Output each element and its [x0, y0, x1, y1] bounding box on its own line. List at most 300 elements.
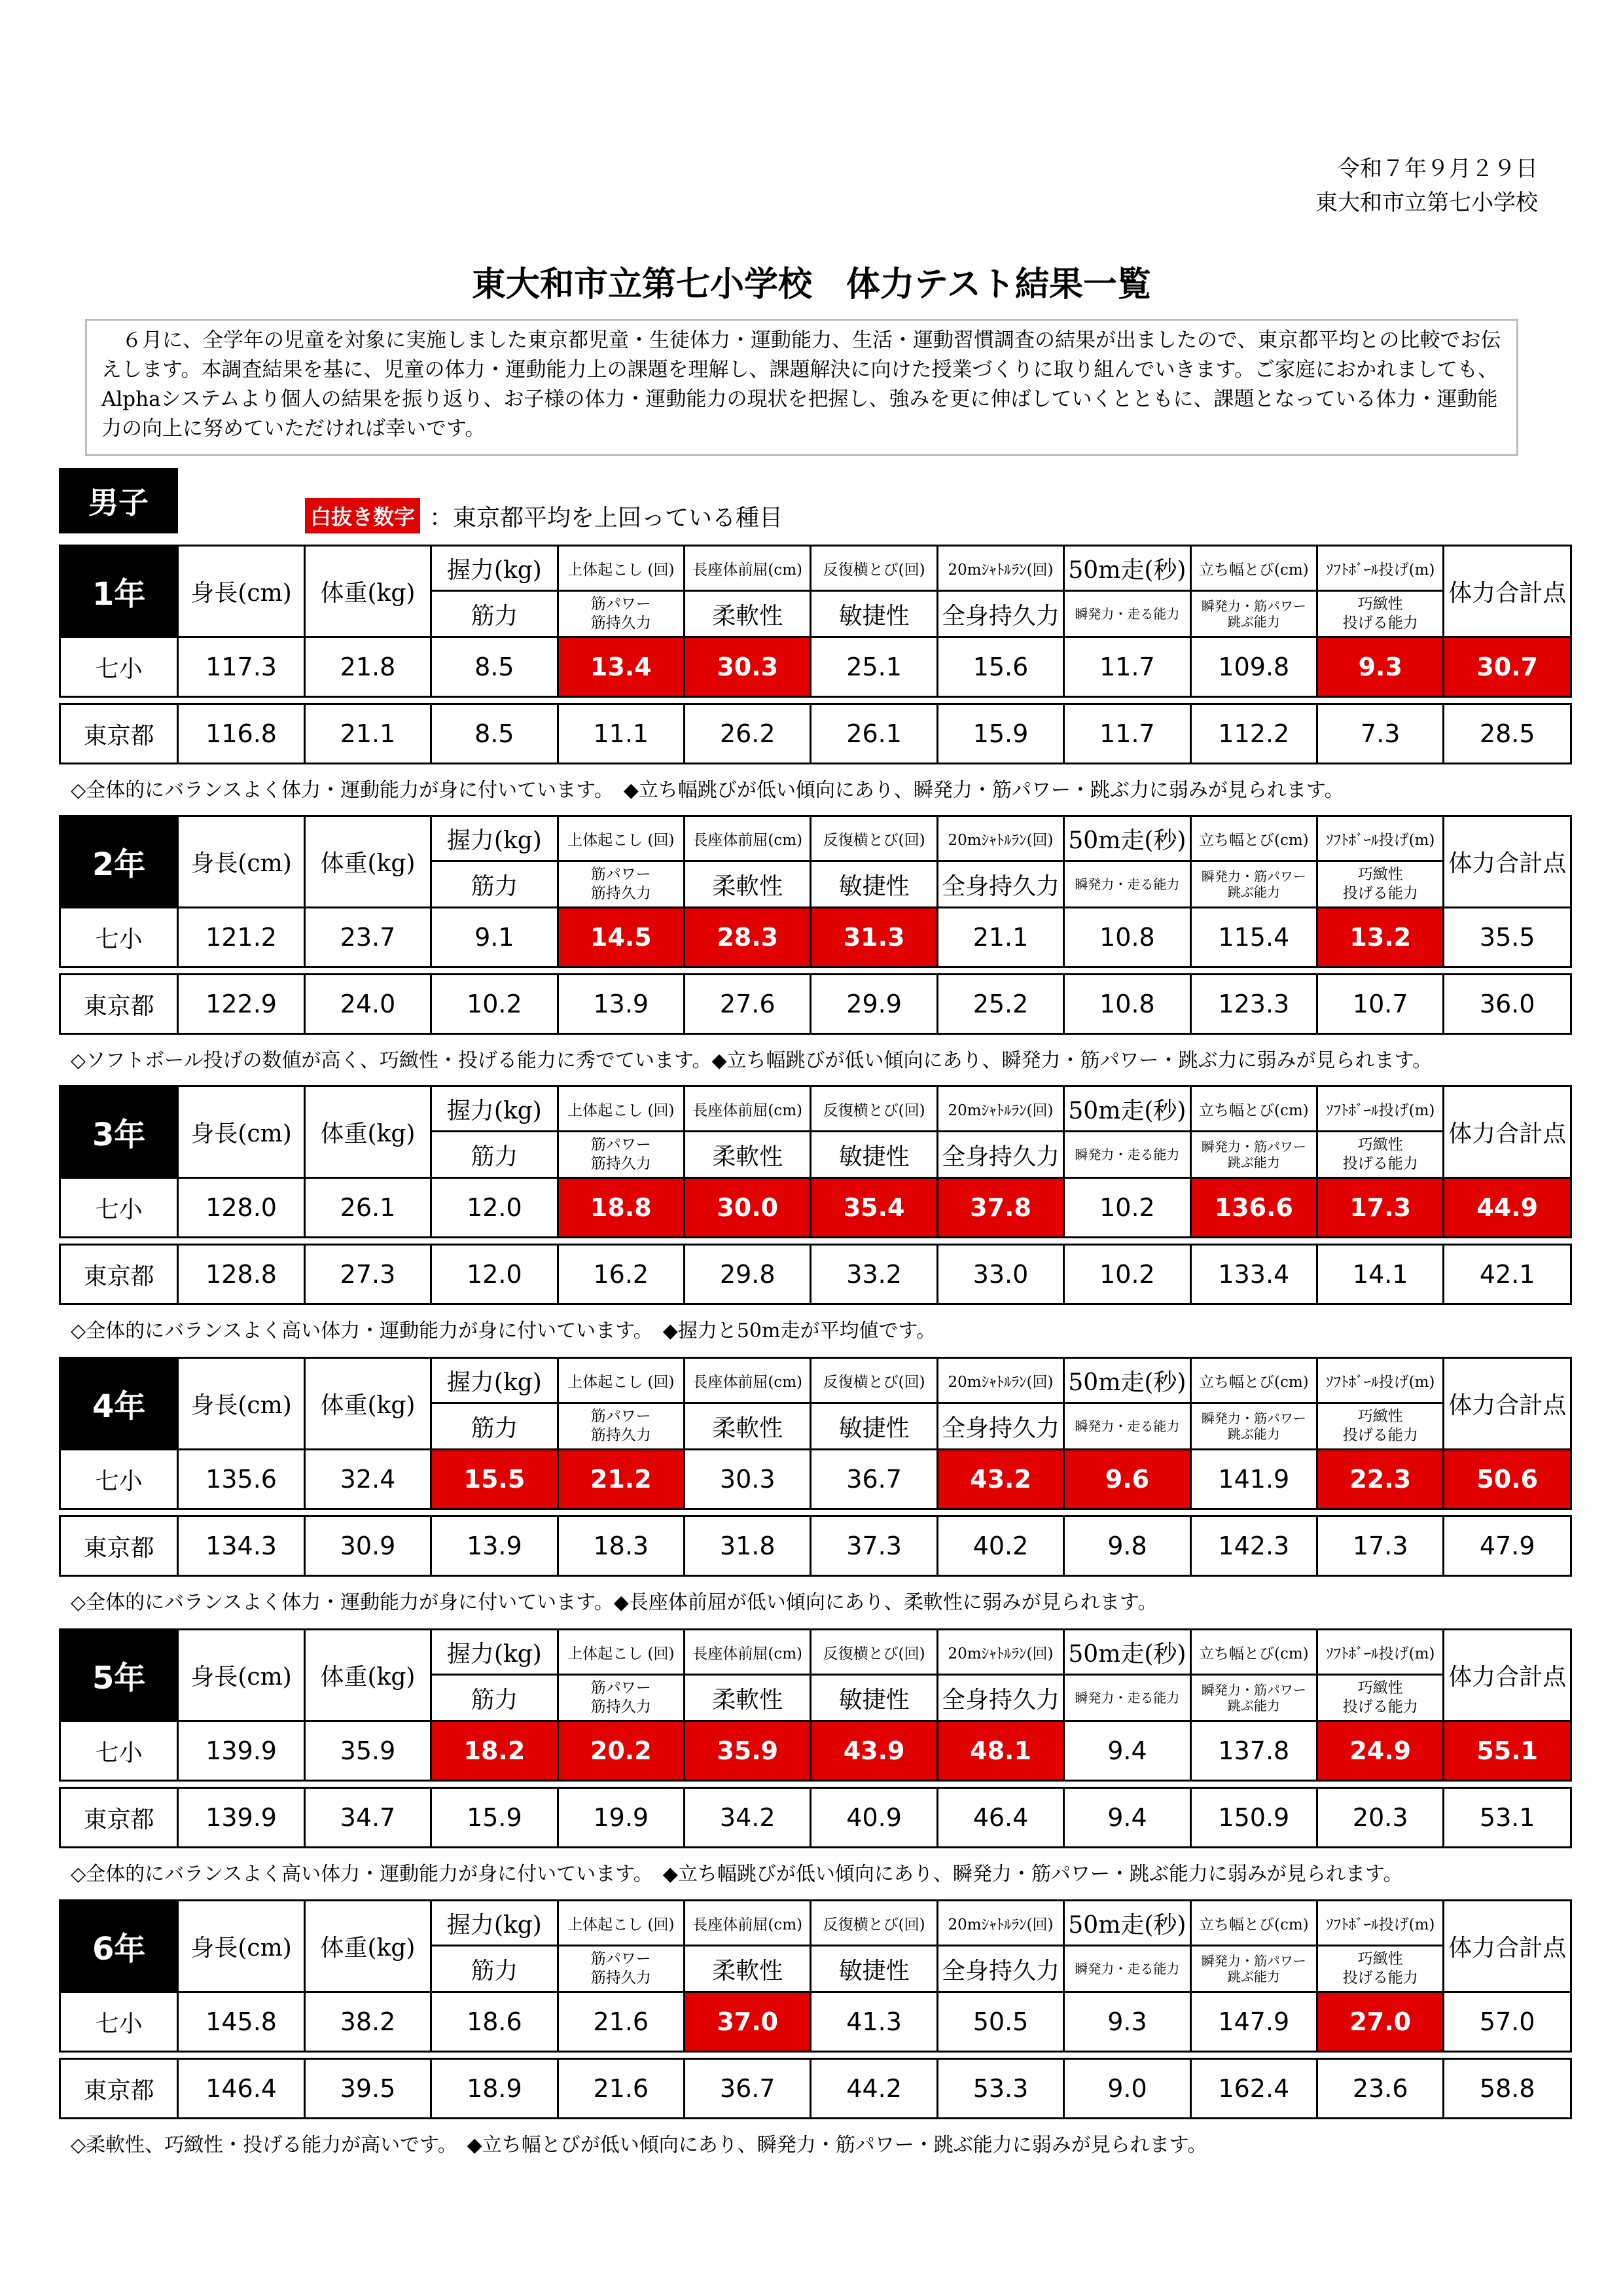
col-jump-ability	[1190, 1403, 1317, 1450]
col-shuttle-ability: 全身持久力	[937, 1946, 1063, 1992]
col-jump-ability	[1190, 1132, 1317, 1178]
tokyo-value: 8.5	[431, 704, 558, 764]
ability-line: 跳ぶ能力	[1227, 1426, 1280, 1442]
col-run-ability: 瞬発力・走る能力	[1064, 861, 1190, 908]
tokyo-value: 34.7	[304, 1788, 431, 1848]
tokyo-value: 40.9	[811, 1788, 937, 1848]
tokyo-value: 27.6	[685, 975, 811, 1034]
school-value: 37.0	[685, 1992, 811, 2052]
ability-line: 巧緻性	[1357, 1408, 1403, 1425]
grade-comment: ◇全体的にバランスよく高い体力・運動能力が身に付いています。 ◆握力と50m走が平均値です。	[71, 1319, 936, 1342]
col-grip-ability: 筋力	[431, 591, 558, 637]
col-total: 体力合計点	[1444, 816, 1571, 908]
col-run: 50m走(秒)	[1064, 1630, 1190, 1675]
grade-block-5	[59, 1628, 1572, 1886]
grade-table	[59, 1899, 1572, 2119]
grade-block-3	[59, 1085, 1572, 1343]
tokyo-value: 26.1	[811, 704, 937, 764]
school-value: 13.4	[558, 637, 684, 697]
school-value: 21.6	[558, 1992, 684, 2052]
col-run-ability: 瞬発力・走る能力	[1064, 1675, 1190, 1721]
col-situp: 上体起こし (回)	[558, 1358, 684, 1403]
tokyo-value: 15.9	[431, 1788, 558, 1848]
tokyo-value: 10.7	[1317, 975, 1444, 1034]
school-value: 139.9	[178, 1721, 304, 1781]
tokyo-value: 28.5	[1444, 704, 1571, 764]
tokyo-value: 40.2	[937, 1516, 1063, 1576]
col-sitreach: 長座体前屈(cm)	[685, 1630, 811, 1675]
col-jump: 立ち幅とび(cm)	[1190, 1901, 1317, 1946]
tokyo-value: 9.8	[1064, 1516, 1190, 1576]
school-value: 41.3	[811, 1992, 937, 2052]
col-grip: 握力(kg)	[431, 1358, 558, 1403]
school-value: 26.1	[304, 1178, 431, 1238]
school-row	[60, 637, 1571, 697]
tokyo-value: 36.0	[1444, 975, 1571, 1034]
tokyo-row	[60, 1788, 1571, 1848]
tokyo-value: 33.0	[937, 1245, 1063, 1304]
ability-line: 筋パワー	[590, 1679, 651, 1696]
school-value: 22.3	[1317, 1450, 1444, 1509]
col-situp-ability	[558, 1675, 684, 1721]
ability-line: 投げる能力	[1342, 615, 1418, 632]
school-value: 30.3	[685, 1450, 811, 1509]
school-value: 18.6	[431, 1992, 558, 2052]
tokyo-value: 42.1	[1444, 1245, 1571, 1304]
tokyo-value: 36.7	[685, 2059, 811, 2119]
col-total: 体力合計点	[1444, 546, 1571, 637]
school-value: 28.3	[685, 908, 811, 967]
grade-label: 4年	[60, 1358, 178, 1450]
col-sitreach: 長座体前屈(cm)	[685, 1086, 811, 1132]
ability-line: 投げる能力	[1342, 1969, 1418, 1986]
col-sitreach-ability: 柔軟性	[685, 1946, 811, 1992]
col-shuttle: 20mｼｬﾄﾙﾗﾝ(回)	[937, 546, 1063, 591]
tokyo-row	[60, 1516, 1571, 1576]
col-sitreach-ability: 柔軟性	[685, 1132, 811, 1178]
col-jump: 立ち幅とび(cm)	[1190, 816, 1317, 861]
tokyo-value: 142.3	[1190, 1516, 1317, 1576]
col-situp-ability	[558, 1946, 684, 1992]
grade-block-1	[59, 545, 1572, 802]
col-jump-ability	[1190, 1675, 1317, 1721]
ability-line: 瞬発力・筋パワー	[1201, 1682, 1306, 1698]
col-height: 身長(cm)	[178, 1630, 304, 1721]
school-value: 128.0	[178, 1178, 304, 1238]
col-sitreach-ability: 柔軟性	[685, 1675, 811, 1721]
tokyo-value: 7.3	[1317, 704, 1444, 764]
tokyo-value: 13.9	[558, 975, 684, 1034]
col-throw-ability	[1317, 1403, 1444, 1450]
tokyo-value: 9.4	[1064, 1788, 1190, 1848]
tokyo-value: 46.4	[937, 1788, 1063, 1848]
tokyo-value: 31.8	[685, 1516, 811, 1576]
col-run: 50m走(秒)	[1064, 816, 1190, 861]
col-height: 身長(cm)	[178, 546, 304, 637]
col-shuttle: 20mｼｬﾄﾙﾗﾝ(回)	[937, 816, 1063, 861]
ability-line: 筋パワー	[590, 1950, 651, 1967]
school-value: 135.6	[178, 1450, 304, 1509]
tokyo-value: 12.0	[431, 1245, 558, 1304]
tokyo-value: 34.2	[685, 1788, 811, 1848]
col-sitreach: 長座体前屈(cm)	[685, 1358, 811, 1403]
col-sidestep-ability: 敏捷性	[811, 1132, 937, 1178]
col-situp: 上体起こし (回)	[558, 1901, 684, 1946]
tokyo-value: 19.9	[558, 1788, 684, 1848]
school-value: 109.8	[1190, 637, 1317, 697]
tokyo-row	[60, 1245, 1571, 1304]
col-shuttle: 20mｼｬﾄﾙﾗﾝ(回)	[937, 1901, 1063, 1946]
col-weight: 体重(kg)	[304, 1901, 431, 1992]
col-shuttle: 20mｼｬﾄﾙﾗﾝ(回)	[937, 1630, 1063, 1675]
row-label-school: 七小	[60, 1178, 178, 1238]
school-value: 137.8	[1190, 1721, 1317, 1781]
col-situp: 上体起こし (回)	[558, 546, 684, 591]
school-row	[60, 1721, 1571, 1781]
row-gap	[60, 1781, 1571, 1788]
tokyo-row	[60, 704, 1571, 764]
tokyo-value: 30.9	[304, 1516, 431, 1576]
ability-line: 跳ぶ能力	[1227, 614, 1280, 630]
legend	[305, 499, 783, 533]
document-date: 令和７年９月２９日	[1338, 156, 1538, 182]
school-value: 38.2	[304, 1992, 431, 2052]
row-label-school: 七小	[60, 1992, 178, 2052]
ability-line: 筋持久力	[590, 1427, 651, 1444]
tokyo-value: 10.2	[431, 975, 558, 1034]
tokyo-value: 24.0	[304, 975, 431, 1034]
school-value: 44.9	[1444, 1178, 1571, 1238]
tokyo-row	[60, 975, 1571, 1034]
school-value: 50.6	[1444, 1450, 1571, 1509]
tokyo-value: 33.2	[811, 1245, 937, 1304]
col-run-ability: 瞬発力・走る能力	[1064, 1132, 1190, 1178]
col-shuttle-ability: 全身持久力	[937, 861, 1063, 908]
tokyo-value: 15.9	[937, 704, 1063, 764]
school-value: 13.2	[1317, 908, 1444, 967]
ability-line: 筋持久力	[590, 1698, 651, 1715]
ability-line: 瞬発力・筋パワー	[1201, 1139, 1306, 1155]
school-row	[60, 1450, 1571, 1509]
school-value: 17.3	[1317, 1178, 1444, 1238]
grade-comment: ◇全体的にバランスよく体力・運動能力が身に付いています。 ◆立ち幅跳びが低い傾向にあり、瞬発力・筋パワー・跳ぶ力に弱みが見られます。	[71, 779, 1344, 802]
school-value: 23.7	[304, 908, 431, 967]
row-label-school: 七小	[60, 1721, 178, 1781]
grade-block-6	[59, 1899, 1572, 2157]
ability-line: 筋パワー	[590, 1136, 651, 1153]
tokyo-value: 23.6	[1317, 2059, 1444, 2119]
grade-table	[59, 1357, 1572, 1577]
ability-line: 巧緻性	[1357, 866, 1403, 883]
col-jump: 立ち幅とび(cm)	[1190, 1086, 1317, 1132]
col-sitreach-ability: 柔軟性	[685, 591, 811, 637]
school-value: 18.8	[558, 1178, 684, 1238]
col-throw: ｿﾌﾄﾎﾞｰﾙ投げ(m)	[1317, 816, 1444, 861]
school-value: 57.0	[1444, 1992, 1571, 2052]
ability-line: 筋持久力	[590, 885, 651, 902]
school-value: 9.6	[1064, 1450, 1190, 1509]
tokyo-value: 116.8	[178, 704, 304, 764]
tokyo-value: 20.3	[1317, 1788, 1444, 1848]
ability-line: 筋パワー	[590, 596, 651, 613]
school-value: 141.9	[1190, 1450, 1317, 1509]
col-sidestep: 反復横とび(回)	[811, 1086, 937, 1132]
col-run: 50m走(秒)	[1064, 1086, 1190, 1132]
row-gap	[60, 697, 1571, 704]
school-value: 35.9	[685, 1721, 811, 1781]
school-value: 31.3	[811, 908, 937, 967]
col-jump-ability	[1190, 861, 1317, 908]
col-throw-ability	[1317, 1675, 1444, 1721]
row-label-tokyo: 東京都	[60, 2059, 178, 2119]
grade-label: 5年	[60, 1630, 178, 1721]
tokyo-value: 58.8	[1444, 2059, 1571, 2119]
grade-comment: ◇ソフトボール投げの数値が高く、巧緻性・投げる能力に秀でています。◆立ち幅跳びが低い傾向にあり、瞬発力・筋パワー・跳ぶ力に弱みが見られます。	[71, 1049, 1433, 1072]
school-value: 10.2	[1064, 1178, 1190, 1238]
tokyo-value: 21.1	[304, 704, 431, 764]
ability-line: 筋持久力	[590, 615, 651, 632]
school-value: 36.7	[811, 1450, 937, 1509]
col-sitreach: 長座体前屈(cm)	[685, 546, 811, 591]
tokyo-value: 21.6	[558, 2059, 684, 2119]
tokyo-value: 29.9	[811, 975, 937, 1034]
col-throw: ｿﾌﾄﾎﾞｰﾙ投げ(m)	[1317, 1901, 1444, 1946]
school-value: 43.9	[811, 1721, 937, 1781]
legend-text: ：東京都平均を上回っている種目	[429, 504, 783, 531]
school-value: 25.1	[811, 637, 937, 697]
grade-label: 3年	[60, 1086, 178, 1178]
col-situp: 上体起こし (回)	[558, 1086, 684, 1132]
tokyo-value: 10.2	[1064, 1245, 1190, 1304]
tokyo-value: 25.2	[937, 975, 1063, 1034]
ability-line: 投げる能力	[1342, 1427, 1418, 1444]
tokyo-value: 112.2	[1190, 704, 1317, 764]
ability-line: 巧緻性	[1357, 1136, 1403, 1153]
school-value: 136.6	[1190, 1178, 1317, 1238]
ability-line: 瞬発力・筋パワー	[1201, 869, 1306, 884]
ability-line: 巧緻性	[1357, 1679, 1403, 1696]
legend-badge: 白抜き数字	[305, 498, 420, 533]
col-throw: ｿﾌﾄﾎﾞｰﾙ投げ(m)	[1317, 1358, 1444, 1403]
school-value: 121.2	[178, 908, 304, 967]
ability-line: 跳ぶ能力	[1227, 884, 1280, 900]
col-situp-ability	[558, 1403, 684, 1450]
school-value: 37.8	[937, 1178, 1063, 1238]
row-label-school: 七小	[60, 637, 178, 697]
col-grip-ability: 筋力	[431, 1403, 558, 1450]
col-total: 体力合計点	[1444, 1358, 1571, 1450]
col-grip: 握力(kg)	[431, 1901, 558, 1946]
gender-label: 男子	[59, 468, 178, 533]
tokyo-value: 44.2	[811, 2059, 937, 2119]
col-throw-ability	[1317, 1946, 1444, 1992]
grade-table	[59, 545, 1572, 764]
tokyo-value: 122.9	[178, 975, 304, 1034]
col-total: 体力合計点	[1444, 1630, 1571, 1721]
col-height: 身長(cm)	[178, 1086, 304, 1178]
school-row	[60, 908, 1571, 967]
tokyo-value: 47.9	[1444, 1516, 1571, 1576]
row-gap	[60, 2052, 1571, 2059]
row-label-tokyo: 東京都	[60, 704, 178, 764]
school-value: 35.4	[811, 1178, 937, 1238]
col-height: 身長(cm)	[178, 1901, 304, 1992]
tokyo-value: 139.9	[178, 1788, 304, 1848]
row-gap	[60, 1509, 1571, 1516]
grade-label: 6年	[60, 1901, 178, 1992]
school-value: 15.6	[937, 637, 1063, 697]
col-sidestep: 反復横とび(回)	[811, 1358, 937, 1403]
col-situp-ability	[558, 861, 684, 908]
col-run-ability: 瞬発力・走る能力	[1064, 1403, 1190, 1450]
issuer-school: 東大和市立第七小学校	[1315, 190, 1538, 216]
grade-block-2	[59, 815, 1572, 1073]
tokyo-value: 14.1	[1317, 1245, 1444, 1304]
grade-table	[59, 815, 1572, 1035]
col-throw-ability	[1317, 591, 1444, 637]
col-shuttle: 20mｼｬﾄﾙﾗﾝ(回)	[937, 1358, 1063, 1403]
school-value: 15.5	[431, 1450, 558, 1509]
school-value: 35.9	[304, 1721, 431, 1781]
col-sidestep: 反復横とび(回)	[811, 1630, 937, 1675]
col-situp: 上体起こし (回)	[558, 816, 684, 861]
grade-table	[59, 1628, 1572, 1848]
tokyo-value: 26.2	[685, 704, 811, 764]
tokyo-value: 146.4	[178, 2059, 304, 2119]
school-value: 117.3	[178, 637, 304, 697]
col-sidestep: 反復横とび(回)	[811, 1901, 937, 1946]
col-throw-ability	[1317, 1132, 1444, 1178]
col-weight: 体重(kg)	[304, 546, 431, 637]
col-weight: 体重(kg)	[304, 816, 431, 908]
col-run: 50m走(秒)	[1064, 1901, 1190, 1946]
school-value: 9.3	[1317, 637, 1444, 697]
school-value: 21.2	[558, 1450, 684, 1509]
ability-line: 瞬発力・筋パワー	[1201, 598, 1306, 614]
col-jump: 立ち幅とび(cm)	[1190, 1358, 1317, 1403]
school-value: 9.3	[1064, 1992, 1190, 2052]
col-run: 50m走(秒)	[1064, 546, 1190, 591]
school-value: 43.2	[937, 1450, 1063, 1509]
school-value: 12.0	[431, 1178, 558, 1238]
col-shuttle-ability: 全身持久力	[937, 1403, 1063, 1450]
col-jump: 立ち幅とび(cm)	[1190, 1630, 1317, 1675]
tokyo-value: 128.8	[178, 1245, 304, 1304]
school-value: 48.1	[937, 1721, 1063, 1781]
col-weight: 体重(kg)	[304, 1358, 431, 1450]
school-row	[60, 1992, 1571, 2052]
tokyo-value: 18.9	[431, 2059, 558, 2119]
tokyo-value: 123.3	[1190, 975, 1317, 1034]
ability-line: 跳ぶ能力	[1227, 1969, 1280, 1984]
school-value: 21.8	[304, 637, 431, 697]
col-sidestep-ability: 敏捷性	[811, 1675, 937, 1721]
school-value: 8.5	[431, 637, 558, 697]
ability-line: 投げる能力	[1342, 885, 1418, 902]
col-sidestep-ability: 敏捷性	[811, 1946, 937, 1992]
col-sitreach: 長座体前屈(cm)	[685, 1901, 811, 1946]
col-grip-ability: 筋力	[431, 1675, 558, 1721]
tokyo-value: 53.3	[937, 2059, 1063, 2119]
ability-line: 瞬発力・筋パワー	[1201, 1410, 1306, 1426]
row-gap	[60, 1238, 1571, 1245]
col-grip-ability: 筋力	[431, 1132, 558, 1178]
school-value: 145.8	[178, 1992, 304, 2052]
tokyo-value: 29.8	[685, 1245, 811, 1304]
col-height: 身長(cm)	[178, 816, 304, 908]
tokyo-value: 133.4	[1190, 1245, 1317, 1304]
tokyo-value: 39.5	[304, 2059, 431, 2119]
col-height: 身長(cm)	[178, 1358, 304, 1450]
col-grip-ability: 筋力	[431, 1946, 558, 1992]
grade-block-4	[59, 1357, 1572, 1615]
school-value: 21.1	[937, 908, 1063, 967]
col-sidestep: 反復横とび(回)	[811, 546, 937, 591]
col-total: 体力合計点	[1444, 1086, 1571, 1178]
ability-line: 投げる能力	[1342, 1155, 1418, 1172]
school-value: 30.3	[685, 637, 811, 697]
tokyo-value: 162.4	[1190, 2059, 1317, 2119]
tokyo-value: 13.9	[431, 1516, 558, 1576]
row-gap	[60, 967, 1571, 975]
ability-line: 筋持久力	[590, 1155, 651, 1172]
col-situp: 上体起こし (回)	[558, 1630, 684, 1675]
col-throw: ｿﾌﾄﾎﾞｰﾙ投げ(m)	[1317, 1086, 1444, 1132]
ability-line: 投げる能力	[1342, 1698, 1418, 1715]
grade-comment: ◇柔軟性、巧緻性・投げる能力が高いです。 ◆立ち幅とびが低い傾向にあり、瞬発力・筋パワー・跳ぶ能力に弱みが見られます。	[71, 2134, 1207, 2157]
ability-line: 跳ぶ能力	[1227, 1155, 1280, 1170]
grade-table	[59, 1085, 1572, 1305]
col-situp-ability	[558, 591, 684, 637]
col-total: 体力合計点	[1444, 1901, 1571, 1992]
tokyo-value: 18.3	[558, 1516, 684, 1576]
school-value: 115.4	[1190, 908, 1317, 967]
ability-line: 筋パワー	[590, 866, 651, 883]
col-sidestep-ability: 敏捷性	[811, 861, 937, 908]
col-run-ability: 瞬発力・走る能力	[1064, 591, 1190, 637]
school-value: 18.2	[431, 1721, 558, 1781]
school-value: 27.0	[1317, 1992, 1444, 2052]
school-value: 55.1	[1444, 1721, 1571, 1781]
col-grip: 握力(kg)	[431, 816, 558, 861]
col-jump-ability	[1190, 591, 1317, 637]
col-jump-ability	[1190, 1946, 1317, 1992]
col-sitreach: 長座体前屈(cm)	[685, 816, 811, 861]
col-grip-ability: 筋力	[431, 861, 558, 908]
page-title: 東大和市立第七小学校 体力テスト結果一覧	[472, 265, 1151, 304]
col-weight: 体重(kg)	[304, 1086, 431, 1178]
tokyo-value: 37.3	[811, 1516, 937, 1576]
school-value: 20.2	[558, 1721, 684, 1781]
tokyo-row	[60, 2059, 1571, 2119]
school-row	[60, 1178, 1571, 1238]
col-throw: ｿﾌﾄﾎﾞｰﾙ投げ(m)	[1317, 1630, 1444, 1675]
ability-line: 筋持久力	[590, 1969, 651, 1986]
col-jump: 立ち幅とび(cm)	[1190, 546, 1317, 591]
col-grip: 握力(kg)	[431, 546, 558, 591]
ability-line: 跳ぶ能力	[1227, 1698, 1280, 1713]
grade-comment: ◇全体的にバランスよく体力・運動能力が身に付いています。◆長座体前屈が低い傾向にあり、柔軟性に弱みが見られます。	[71, 1591, 1158, 1614]
school-value: 14.5	[558, 908, 684, 967]
school-value: 10.8	[1064, 908, 1190, 967]
school-value: 9.4	[1064, 1721, 1190, 1781]
row-label-tokyo: 東京都	[60, 1245, 178, 1304]
col-grip: 握力(kg)	[431, 1630, 558, 1675]
col-grip: 握力(kg)	[431, 1086, 558, 1132]
col-shuttle-ability: 全身持久力	[937, 1132, 1063, 1178]
date-block	[1315, 152, 1538, 220]
col-throw: ｿﾌﾄﾎﾞｰﾙ投げ(m)	[1317, 546, 1444, 591]
